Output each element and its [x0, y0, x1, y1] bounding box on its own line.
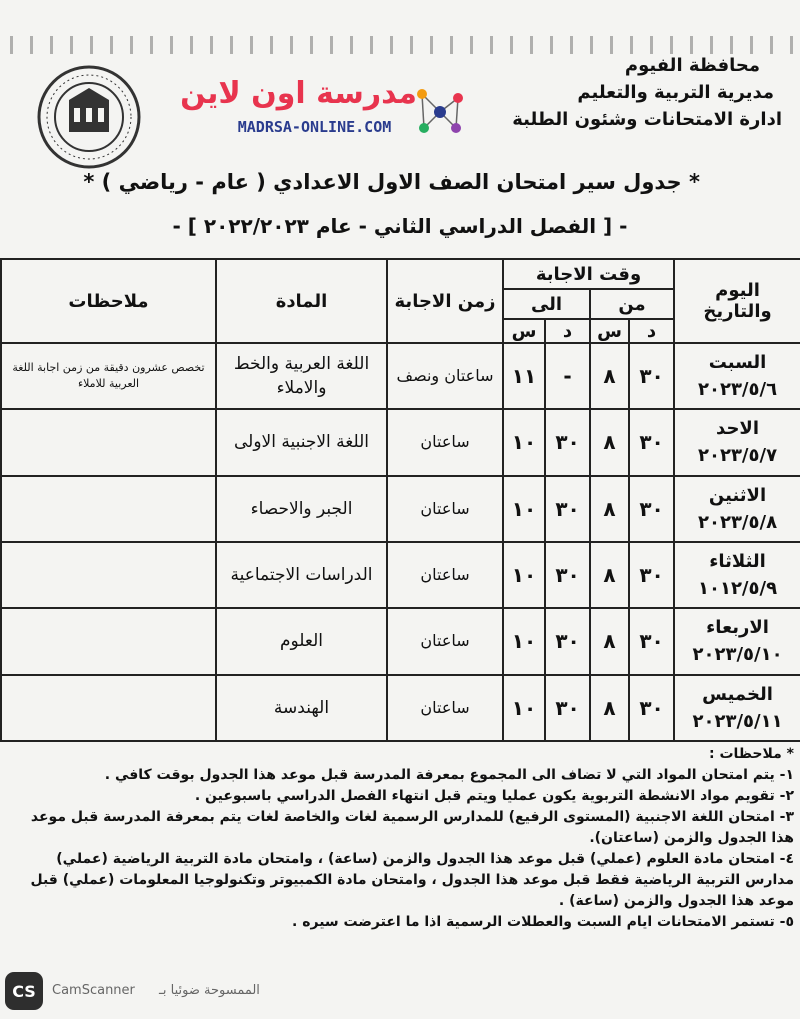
header-to-minute: د	[545, 319, 590, 343]
scanned-with-label: الممسوحة ضوئيا بـ	[159, 983, 260, 998]
header-to-hour: س	[503, 319, 545, 343]
from-minute-cell: ٣٠	[629, 409, 674, 475]
from-hour-cell: ٨	[590, 675, 629, 741]
day-date-cell	[674, 542, 800, 608]
from-minute-cell: ٣٠	[629, 608, 674, 674]
note-line: موعد هذا الجدول والزمن (ساعة) .	[558, 893, 794, 909]
camscanner-logo-icon: CS	[5, 972, 43, 1010]
day-name: الاحد	[716, 418, 759, 440]
note-cell	[1, 675, 216, 741]
exam-date: ٢٠٢٣/٥/٨	[697, 511, 778, 533]
note-line: ١- يتم امتحان المواد التي لا تضاف الى المجموع بمعرفة المدرسة قبل موعد هذا الجدول بوقت كافي .	[104, 767, 794, 783]
note-line: ٢- تقويم مواد الانشطة التربوية يكون عمليا ويتم قبل انتهاء الفصل الدراسي باسبوعين .	[194, 788, 794, 804]
exam-date: ٢٠٢٣/٥/٧	[697, 445, 778, 467]
note-cell	[1, 608, 216, 674]
from-hour-cell: ٨	[590, 608, 629, 674]
to-hour-cell: ١٠	[503, 608, 545, 674]
subject-cell: العلوم	[216, 608, 387, 674]
day-date-cell	[674, 476, 800, 542]
day-name: السبت	[708, 352, 767, 374]
header-from: من	[590, 289, 674, 319]
table-row	[1, 409, 800, 475]
brand-arabic-text: مدرسة اون لاين	[180, 76, 417, 111]
table-row	[1, 542, 800, 608]
subject-cell: الهندسة	[216, 675, 387, 741]
to-minute-cell: ٣٠	[545, 675, 590, 741]
from-hour-cell: ٨	[590, 476, 629, 542]
header-from-minute: د	[629, 319, 674, 343]
to-hour-cell: ١١	[503, 343, 545, 409]
duration-cell: ساعتان	[387, 608, 503, 674]
ministry-header	[512, 52, 782, 133]
exam-date: ٢٠٢٣/٥/١١	[692, 710, 783, 732]
subject-cell: الجبر والاحصاء	[216, 476, 387, 542]
notes-heading: * ملاحظات :	[708, 746, 794, 762]
exam-date: ١٠١٢/٥/٩	[697, 578, 778, 600]
to-minute-cell: ٣٠	[545, 476, 590, 542]
directorate-label: مديرية التربية والتعليم	[577, 82, 774, 103]
from-hour-cell: ٨	[590, 409, 629, 475]
day-name: الخميس	[702, 683, 773, 705]
from-minute-cell: ٣٠	[629, 343, 674, 409]
day-date-cell	[674, 675, 800, 741]
notes-section	[4, 744, 794, 933]
note-line: مدارس التربية الرياضية فقط قبل موعد هذا الجدول ، وامتحان مادة الكمبيوتر وتكنولوجيا المعلومات (عملي) قبل	[30, 872, 794, 888]
day-name: الاثنين	[708, 484, 767, 506]
brand-logo	[180, 76, 462, 146]
duration-cell: ساعتان	[387, 409, 503, 475]
table-row	[1, 476, 800, 542]
day-name: الثلاثاء	[709, 551, 766, 573]
from-hour-cell: ٨	[590, 343, 629, 409]
duration-cell: ساعتان	[387, 476, 503, 542]
department-label: ادارة الامتحانات وشئون الطلبة	[512, 109, 782, 130]
exam-schedule-table	[0, 258, 800, 742]
header-answer-time: وقت الاجابة	[503, 259, 674, 289]
note-cell	[1, 542, 216, 608]
note-line: هذا الجدول والزمن (ساعتان).	[589, 830, 794, 846]
note-cell: تخصص عشرون دقيقة من زمن اجابة اللغة العربية للاملاء	[1, 343, 216, 409]
note-cell	[1, 476, 216, 542]
header-to: الى	[503, 289, 590, 319]
to-hour-cell: ١٠	[503, 409, 545, 475]
from-minute-cell: ٣٠	[629, 476, 674, 542]
to-minute-cell: -	[545, 343, 590, 409]
note-line: ٥- تستمر الامتحانات ايام السبت والعطلات الرسمية اذا ما اعترضت سيره .	[292, 914, 794, 930]
to-hour-cell: ١٠	[503, 476, 545, 542]
note-line: ٤- امتحان مادة العلوم (عملي) قبل موعد هذا الجدول والزمن (ساعة) ، وامتحان مادة التربية الرياضية (عملي)	[56, 851, 794, 867]
subject-cell: اللغة الاجنبية الاولى	[216, 409, 387, 475]
from-minute-cell: ٣٠	[629, 542, 674, 608]
note-line: ٣- امتحان اللغة الاجنبية (المستوى الرفيع) للمدارس الرسمية لغات والخاصة لغات يتم بمعرفة المدرسة قبل موعد	[30, 809, 794, 825]
header-subject: المادة	[216, 259, 387, 343]
day-date-cell	[674, 409, 800, 475]
duration-cell: ساعتان	[387, 542, 503, 608]
table-row	[1, 343, 800, 409]
day-name: الاربعاء	[706, 617, 769, 639]
subject-cell: الدراسات الاجتماعية	[216, 542, 387, 608]
header-day-date: اليوم والتاريخ	[674, 259, 800, 343]
from-hour-cell: ٨	[590, 542, 629, 608]
subject-cell: اللغة العربية والخط والاملاء	[216, 343, 387, 409]
brand-latin-text: MADRSA-ONLINE.COM	[237, 118, 392, 136]
camscanner-watermark	[52, 983, 260, 998]
camscanner-name: CamScanner	[52, 983, 135, 998]
to-minute-cell: ٣٠	[545, 608, 590, 674]
table-header-row	[1, 259, 800, 289]
header-notes: ملاحظات	[1, 259, 216, 343]
to-minute-cell: ٣٠	[545, 409, 590, 475]
to-hour-cell: ١٠	[503, 542, 545, 608]
schedule-title: * جدول سير امتحان الصف الاول الاعدادي ( عام - رياضي ) *	[83, 170, 700, 194]
to-minute-cell: ٣٠	[545, 542, 590, 608]
note-cell	[1, 409, 216, 475]
exams-department-seal-icon	[36, 64, 142, 170]
duration-cell: ساعتان	[387, 675, 503, 741]
day-date-cell	[674, 608, 800, 674]
day-date-cell	[674, 343, 800, 409]
governorate-label: محافظة الفيوم	[624, 55, 760, 76]
duration-cell: ساعتان ونصف	[387, 343, 503, 409]
header-from-hour: س	[590, 319, 629, 343]
to-hour-cell: ١٠	[503, 675, 545, 741]
from-minute-cell: ٣٠	[629, 675, 674, 741]
exam-date: ٢٠٢٣/٥/١٠	[692, 644, 783, 666]
exam-date: ٢٠٢٣/٥/٦	[697, 379, 778, 401]
header-duration: زمن الاجابة	[387, 259, 503, 343]
table-row	[1, 608, 800, 674]
table-row	[1, 675, 800, 741]
schedule-subtitle: - [ الفصل الدراسي الثاني - عام ٢٠٢٢/٢٠٢٣ ] -	[172, 214, 628, 238]
molecule-icon	[410, 82, 470, 142]
